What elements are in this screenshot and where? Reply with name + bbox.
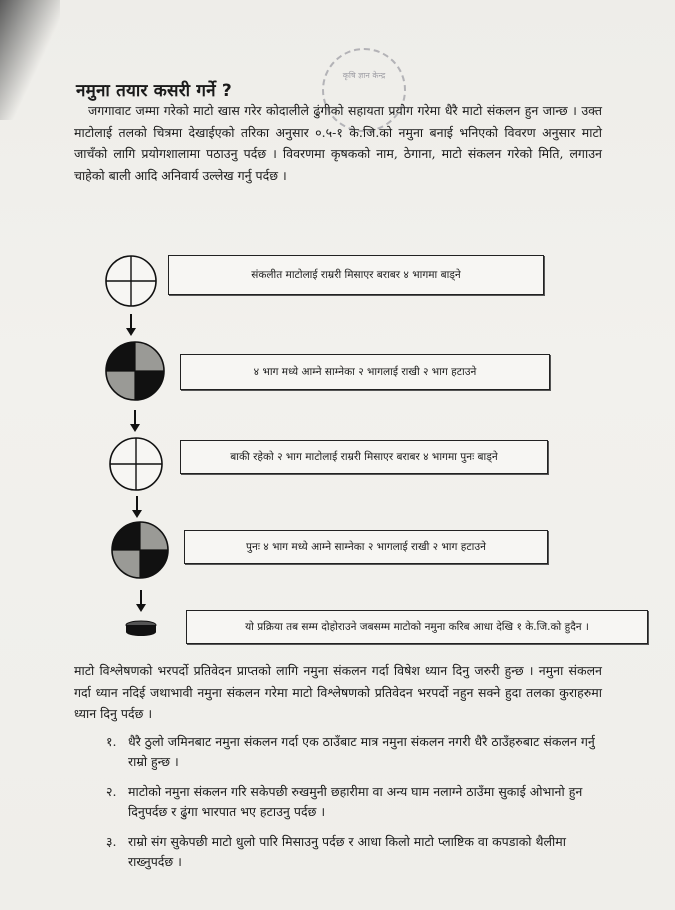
list-item-number: २. xyxy=(106,784,117,799)
down-arrow-icon xyxy=(134,590,148,612)
quartered-circle-icon xyxy=(108,436,164,492)
step-text-3: बाकी रहेको २ भाग माटोलाई राम्ररी मिसाएर बराबर ४ भागमा पुनः बाड्ने xyxy=(230,451,498,463)
stamp-label: कृषि ज्ञान केन्द्र xyxy=(342,71,386,80)
down-arrow-icon xyxy=(124,314,138,336)
list-item-text: धैरै ठुलो जमिनबाट नमुना संकलन गर्दा एक ठाउँबाट मात्र नमुना संकलन नगरी धैरै ठाउँहरुबाट संकलन गर्नु राम्रो हुन्छ । xyxy=(128,734,595,769)
report-paragraph: माटो विश्लेषणको भरपर्दो प्रतिवेदन प्राप्तको लागि नमुना संकलन गर्दा विषेश ध्यान दिनु जरुरी हुन्छ । नमुना संकलन गर्दा ध्यान नदिई जथाभावी नमुना संकलन गरेमा माटो विश्लेषणको प्रतिवेदन भरपर्दो नहुन सक्ने हुदा तलका कुराहरुमा ध्यान दिनु पर्दछ । xyxy=(74,663,602,721)
list-item-number: १. xyxy=(106,734,117,749)
quartered-circle-shaded-icon xyxy=(104,340,166,402)
list-item-number: ३. xyxy=(106,834,117,849)
quartered-circle-shaded-icon xyxy=(110,520,170,580)
down-arrow-icon xyxy=(128,410,142,432)
list-item-text: राम्रो संग सुकेपछी माटो धुलो पारि मिसाउनु पर्दछ र आधा किलो माटो प्लाष्टिक वा कपडाको थैलीमा राख्नुपर्दछ । xyxy=(128,834,566,869)
list-item-text: माटोको नमुना संकलन गरि सकेपछी रुखमुनी छहारीमा वा अन्य घाम नलाग्ने ठाउँमा सुकाई ओभानो हुन दिनुपर्दछ र ढुंगा भारपात भए हटाउनु पर्दछ । xyxy=(128,784,583,819)
section-heading: नमुना तयार कसरी गर्ने ? xyxy=(76,81,232,101)
quartered-circle-icon xyxy=(104,254,158,308)
step-box-1 xyxy=(168,255,544,295)
down-arrow-icon xyxy=(130,496,144,518)
intro-paragraph: जगगावाट जम्मा गरेको माटो खास गरेर कोदालीले ढुंगीको सहायता प्रयोग गरेमा धैरै माटो संकलन हुन जान्छ । उक्त माटोलाई तलको चित्रमा देखाईएको तरिका अनुसार ०.५-१ के.जि.को नमुना बनाई भनिएको विवरण अनुसार माटो जाचँको लागि प्रयोगशालामा पठाउनु पर्दछ । विवरणमा कृषकको नाम, ठेगाना, माटो संकलन गरेको मिति, लगाउन चाहेको बाली आदि अनिवार्य उल्लेख गर्नु पर्दछ । xyxy=(74,103,602,183)
step-box-4 xyxy=(184,530,548,564)
sample-dish-icon xyxy=(124,620,158,638)
step-text-4: पुनः ४ भाग मध्ये आम्ने साम्नेका २ भागलाई राखी २ भाग हटाउने xyxy=(246,541,486,553)
step-box-3 xyxy=(180,440,548,474)
step-box-5 xyxy=(186,610,648,644)
step-text-2: ४ भाग मध्ये आम्ने साम्नेका २ भागलाई राखी २ भाग हटाउने xyxy=(253,366,477,378)
step-text-5: यो प्रक्रिया तब सम्म दोहोराउने जबसम्म माटोको नमुना करिब आधा देखि १ के.जि.को हुदैन । xyxy=(245,621,589,633)
page-edge-shadow xyxy=(0,0,60,120)
step-text-1: संकलीत माटोलाई राम्ररी मिसाएर बराबर ४ भागमा बाड्ने xyxy=(251,269,461,281)
step-box-2 xyxy=(180,354,550,390)
